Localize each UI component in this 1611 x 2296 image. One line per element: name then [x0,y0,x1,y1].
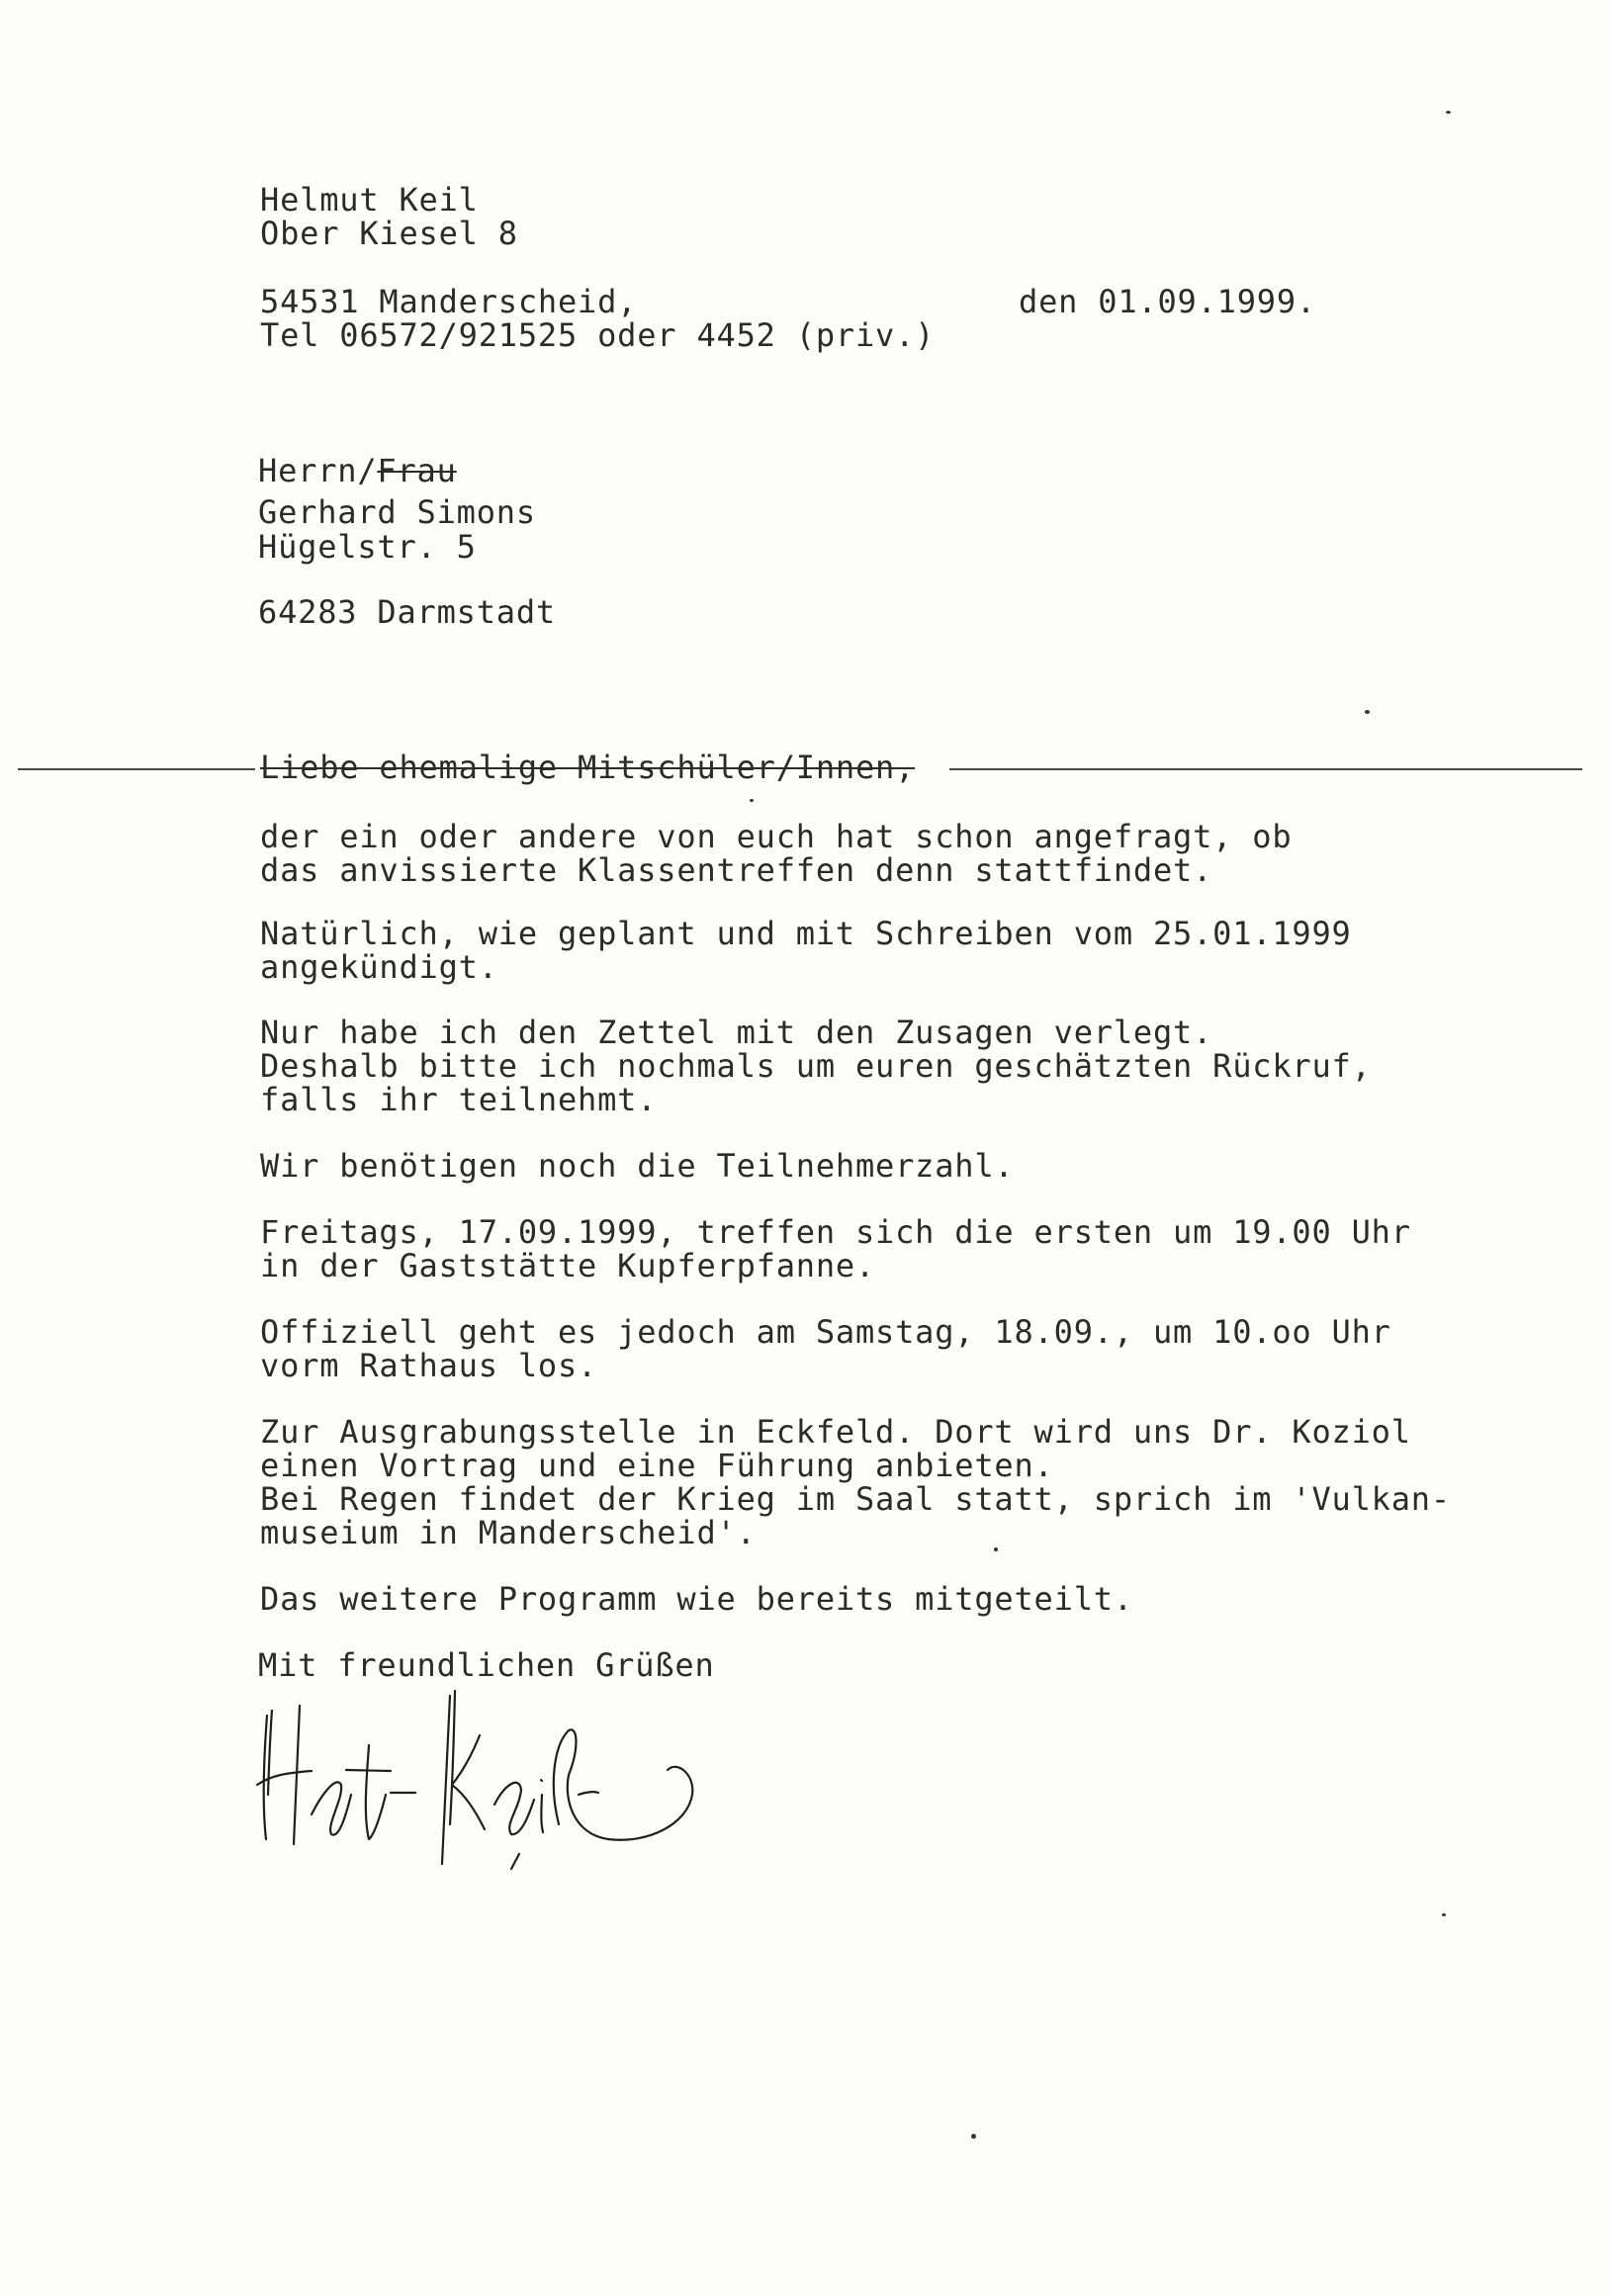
closing: Mit freundlichen Grüßen [258,1646,715,1684]
handwritten-signature [252,1676,707,1874]
recipient-street: Hügelstr. 5 [258,528,477,566]
scan-speck [750,799,754,802]
body-line: in der Gaststätte Kupferpfanne. [260,1247,876,1284]
scan-speck [1365,710,1370,714]
salutation-herrn: Herrn/ [258,452,378,489]
body-line: der ein oder andere von euch hat schon angefragt, ob [260,818,1293,855]
body-line: Zur Ausgrabungsstelle in Eckfeld. Dort wird uns Dr. Koziol [260,1413,1411,1451]
greeting-row [0,751,1611,791]
body-line: Offiziell geht es jedoch am Samstag, 18.09., um 10.oo Uhr [260,1313,1391,1351]
scan-speck [971,2134,976,2139]
body-line: Nur habe ich den Zettel mit den Zusagen verlegt. [260,1014,1213,1051]
scan-speck [1442,1913,1446,1916]
salutation-frau-struck: Frau [377,452,457,489]
scan-speck [1446,111,1451,114]
body-line: vorm Rathaus los. [260,1347,598,1384]
body-line: Bei Regen findet der Krieg im Saal statt, sprich im 'Vulkan- [260,1480,1451,1518]
body-line: museium in Manderscheid'. [260,1514,757,1551]
sender-name: Helmut Keil [260,181,479,219]
body-line: Wir benötigen noch die Teilnehmerzahl. [260,1147,1015,1185]
body-line: Freitags, 17.09.1999, treffen sich die ersten um 19.00 Uhr [260,1213,1411,1251]
body-line: Deshalb bitte ich nochmals um euren geschätzten Rückruf, [260,1047,1372,1085]
scan-speck [994,1547,998,1551]
fold-line-right [949,768,1582,770]
letter-date: den 01.09.1999. [1019,283,1316,320]
recipient-salutation [258,452,457,489]
recipient-name: Gerhard Simons [258,493,536,531]
body-line: einen Vortrag und eine Führung anbieten. [260,1447,1054,1484]
greeting: Liebe ehemalige Mitschüler/Innen, [260,749,916,786]
body-line: Das weitere Programm wie bereits mitgeteilt. [260,1580,1133,1618]
sender-city: 54531 Manderscheid, [260,283,638,320]
recipient-city: 64283 Darmstadt [258,593,556,631]
sender-phone: Tel 06572/921525 oder 4452 (priv.) [260,316,936,354]
body-line: falls ihr teilnehmt. [260,1081,658,1118]
sender-street: Ober Kiesel 8 [260,215,518,252]
body-line: Natürlich, wie geplant und mit Schreiben vom 25.01.1999 [260,915,1352,952]
body-line: angekündigt. [260,948,498,986]
fold-line-left [18,768,255,770]
body-line: das anvissierte Klassentreffen denn stattfindet. [260,851,1213,889]
